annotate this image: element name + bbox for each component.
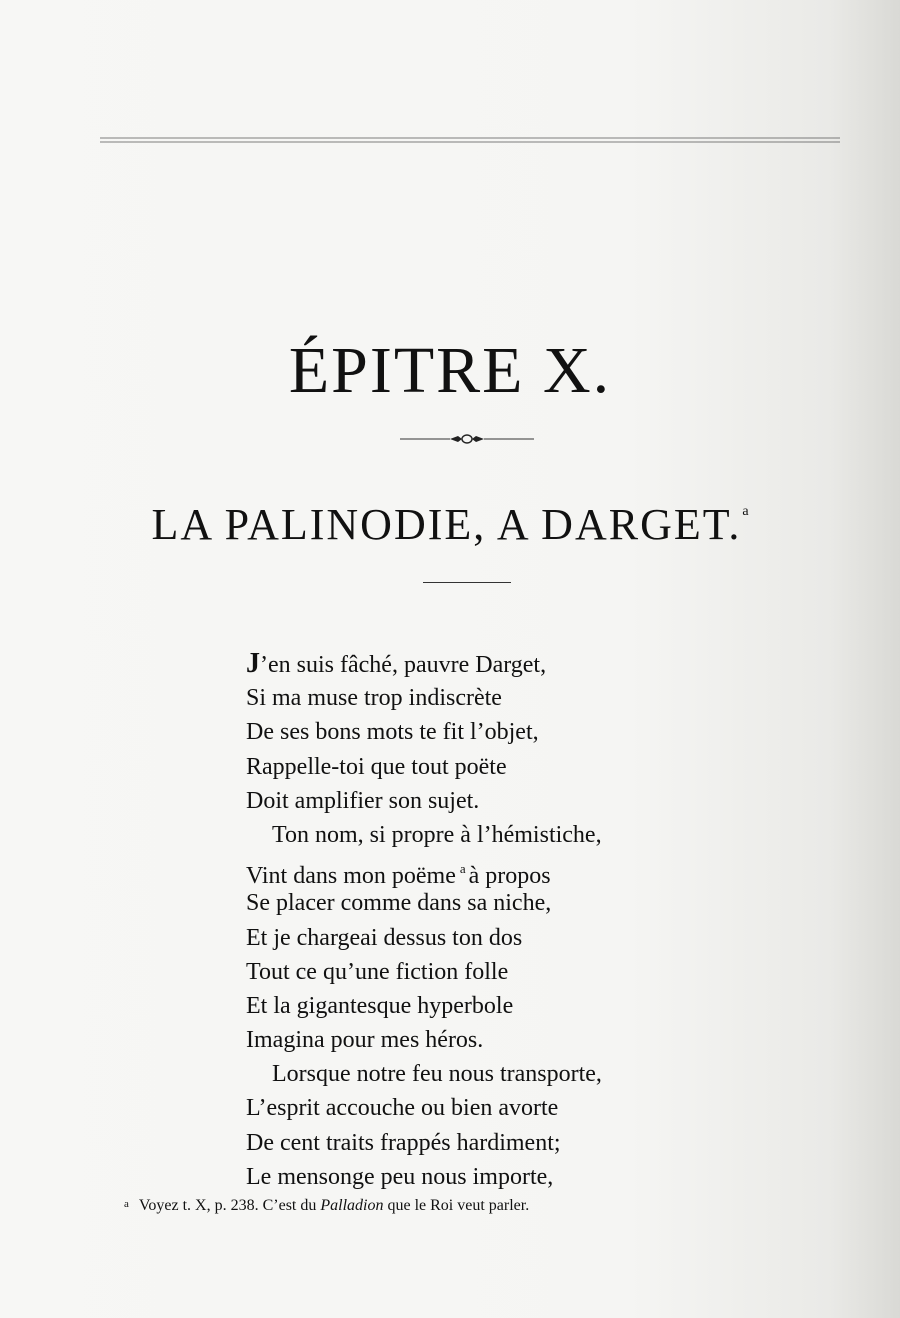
poem-line: Et la gigantesque hyperbole bbox=[246, 992, 514, 1019]
poem-footnote-ref: a bbox=[459, 861, 466, 877]
poem-body bbox=[246, 647, 766, 1194]
initial-letter: J bbox=[246, 648, 260, 679]
poem-line: Le mensonge peu nous importe, bbox=[246, 1163, 554, 1190]
poem-line-text: à propos bbox=[468, 863, 551, 890]
poem-line: De ses bons mots te fit l’objet, bbox=[246, 719, 539, 746]
poem-line: Imagina pour mes héros. bbox=[246, 1027, 484, 1054]
footnote bbox=[124, 1194, 824, 1216]
poem-line: Si ma muse trop indiscrète bbox=[246, 685, 502, 712]
poem-line bbox=[246, 852, 766, 890]
poem-line: De cent traits frappés hardiment; bbox=[246, 1129, 561, 1156]
poem-line: Ton nom, si propre à l’hémistiche, bbox=[272, 821, 602, 848]
poem-line: Tout ce qu’une fiction folle bbox=[246, 958, 509, 985]
page-title: ÉPITRE X. bbox=[288, 334, 612, 407]
poem-line: Lorsque notre feu nous transporte, bbox=[272, 1061, 602, 1088]
subtitle bbox=[0, 500, 900, 549]
subtitle-text: LA PALINODIE, A DARGET. bbox=[151, 500, 742, 549]
poem-line-text: Vint dans mon poëme bbox=[246, 863, 456, 890]
footnote-marker: a bbox=[124, 1198, 129, 1210]
footnote-text: Voyez t. X, p. 238. C’est du bbox=[138, 1197, 321, 1214]
poem-line: Rappelle-toi que tout poëte bbox=[246, 753, 507, 780]
short-rule bbox=[423, 582, 511, 583]
footnote-text-end: que le Roi veut parler. bbox=[383, 1197, 530, 1214]
ornament-divider-icon bbox=[400, 432, 534, 446]
subtitle-footnote-ref: a bbox=[742, 504, 749, 519]
footnote-italic-title: Palladion bbox=[320, 1197, 384, 1214]
poem-line: Doit amplifier son sujet. bbox=[246, 787, 480, 814]
top-double-rule bbox=[100, 136, 840, 144]
poem-line: L’esprit accouche ou bien avorte bbox=[246, 1095, 559, 1122]
poem-line-text: ’en suis fâché, pauvre Darget, bbox=[260, 652, 547, 678]
poem-line: Et je chargeai dessus ton dos bbox=[246, 924, 523, 951]
poem-line bbox=[246, 647, 766, 681]
poem-line: Se placer comme dans sa niche, bbox=[246, 890, 552, 917]
